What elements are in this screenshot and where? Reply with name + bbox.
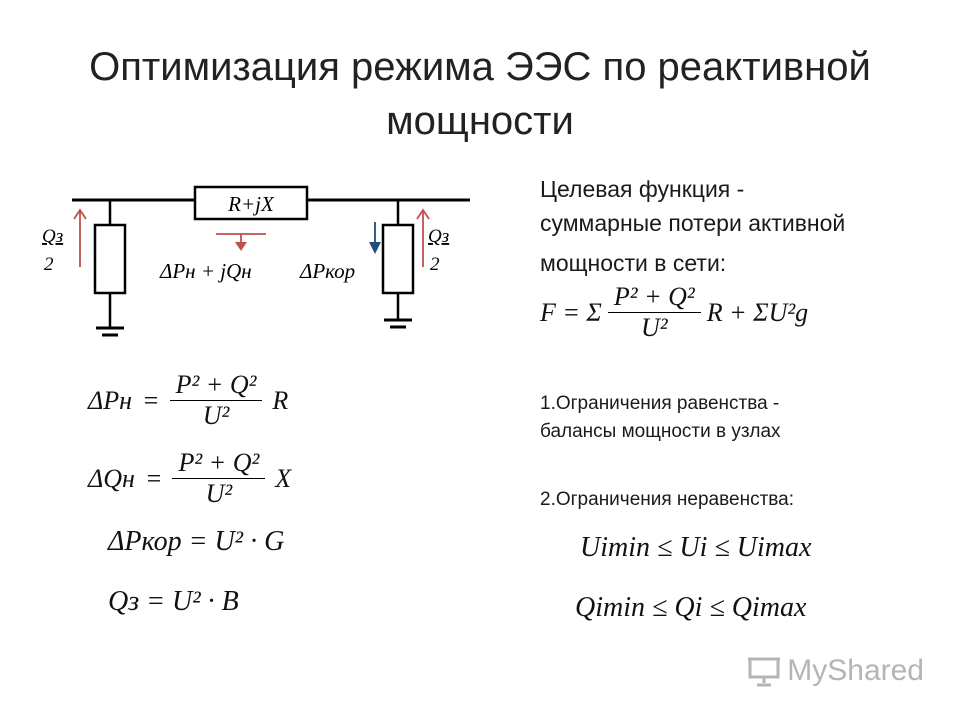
formula-delta-p-denominator: U² (202, 401, 230, 430)
title-line-1: Оптимизация режима ЭЭС по реактивной (89, 45, 871, 89)
objective-line-3: мощности в сети: (540, 250, 727, 276)
equality-constraints-line-2: балансы мощности в узлах (540, 421, 781, 442)
watermark (747, 654, 924, 688)
inequality-voltage: Uimin ≤ Ui ≤ Uimax (580, 532, 812, 563)
inequality-reactive-power: Qimin ≤ Qi ≤ Qimax (575, 592, 807, 623)
formula-delta-q-numerator: P² + Q² (178, 448, 260, 477)
objective-line-1: Целевая функция - (540, 176, 745, 202)
left-q-label-top: Qз (42, 226, 64, 247)
formula-delta-p-lhs: ΔPн (88, 385, 133, 415)
objective-description (540, 172, 845, 280)
inequality-constraints-heading: 2.Ограничения неравенства: (540, 489, 794, 510)
formula-delta-p-factor: R (272, 385, 289, 415)
equality-constraints-line-1: 1.Ограничения равенства - (540, 393, 780, 414)
right-shunt-element (383, 225, 413, 293)
watermark-text: MyShared (787, 654, 924, 687)
objective-formula-rest: R + ΣU²g (706, 297, 809, 327)
equality-constraints (540, 390, 781, 446)
left-q-label-bottom: 2 (44, 254, 54, 275)
left-shunt-element (95, 225, 125, 293)
objective-formula-lhs: F = Σ (540, 297, 602, 327)
right-q-label-bottom: 2 (430, 254, 440, 275)
presentation-board-icon (747, 655, 781, 687)
formula-delta-p: ΔPн = P² + Q² U² R (88, 370, 289, 430)
equivalent-circuit-diagram (30, 175, 490, 350)
impedance-label: R+jX (228, 192, 274, 216)
objective-line-2: суммарные потери активной (540, 210, 846, 236)
objective-formula (540, 282, 808, 343)
corona-loss-label: ΔPкор (300, 259, 356, 283)
formula-delta-q-lhs: ΔQн (88, 463, 135, 493)
title-line-2: мощности (386, 99, 574, 143)
formula-delta-p-kor: ΔPкор = U² · G (108, 526, 285, 557)
formula-delta-q-factor: X (275, 463, 292, 493)
right-q-label-top: Qз (428, 226, 450, 247)
formula-delta-q: ΔQн = P² + Q² U² X (88, 448, 292, 508)
formula-delta-q-denominator: U² (205, 479, 233, 508)
objective-formula-denominator: U² (641, 313, 668, 342)
line-loss-label: ΔPн + jQн (160, 259, 252, 283)
formula-q-z: Qз = U² · B (108, 586, 239, 617)
objective-formula-numerator: P² + Q² (613, 282, 695, 311)
formula-delta-p-numerator: P² + Q² (175, 370, 257, 399)
slide-title (0, 40, 960, 148)
